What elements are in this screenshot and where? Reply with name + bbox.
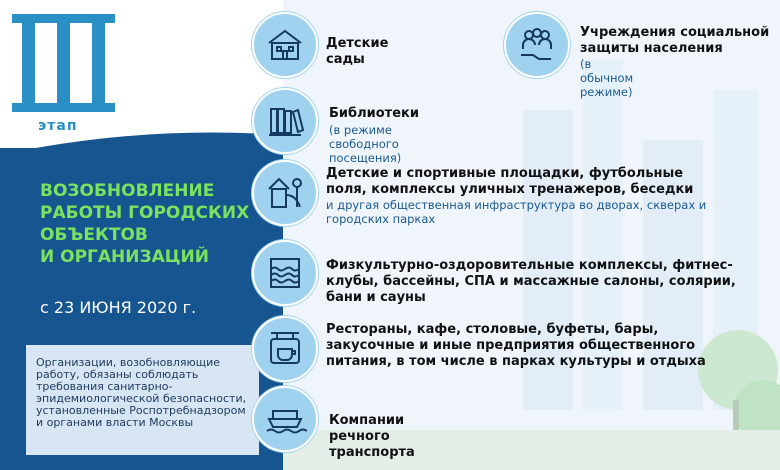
requirements-note	[26, 345, 259, 455]
item-title: Библиотеки	[329, 106, 419, 121]
header-curve	[0, 125, 283, 165]
left-panel	[0, 0, 283, 470]
start-date: с 23 ИЮНЯ 2020 г.	[40, 298, 197, 317]
item-subtitle: (в режиме свободного посещения)	[329, 123, 402, 165]
kindergarten-icon	[252, 12, 318, 78]
headline-line: ОБЪЕКТОВ	[40, 225, 148, 245]
item-subtitle: (в обычном режиме)	[580, 57, 634, 99]
item-title: Компании речного транспорта	[329, 413, 415, 460]
roman-three-numeral	[12, 14, 115, 112]
item-title: Учреждения социальной защиты населения	[580, 25, 770, 56]
pool-icon	[252, 240, 318, 306]
playground-icon	[252, 160, 318, 226]
headline-line: И ОРГАНИЗАЦИЙ	[40, 247, 209, 267]
books-icon	[252, 88, 318, 154]
cafe-sign-icon	[252, 316, 318, 382]
item-title: Физкультурно-оздоровительные комплексы, фитнес-клубы, бассейны, СПА и массажные салоны, солярии, бани и сауны	[326, 258, 736, 305]
river-boat-icon	[252, 386, 318, 452]
headline-line: РАБОТЫ ГОРОДСКИХ	[40, 203, 250, 223]
item-subtitle: и другая общественная инфраструктура во дворах, скверах и городских парках	[326, 198, 707, 226]
social-protection-icon	[504, 12, 570, 78]
item-title: Рестораны, кафе, столовые, буфеты, бары, закусочные и иные предприятия общественного питания, в том числе в парках культуры и отдыха	[326, 322, 706, 369]
stage-label: этап	[38, 118, 78, 134]
headline-line: ВОЗОБНОВЛЕНИЕ	[40, 181, 215, 201]
requirements-note-text: Организации, возобновляющие работу, обязаны соблюдать требования санитарно-эпидемиологической безопасности, установленные Роспотребнадзором и органами власти Москвы	[36, 356, 247, 429]
item-title: Детские и спортивные площадки, футбольные поля, комплексы уличных тренажеров, беседки	[326, 166, 694, 197]
item-title: Детские сады	[326, 36, 389, 67]
headline	[40, 180, 275, 268]
